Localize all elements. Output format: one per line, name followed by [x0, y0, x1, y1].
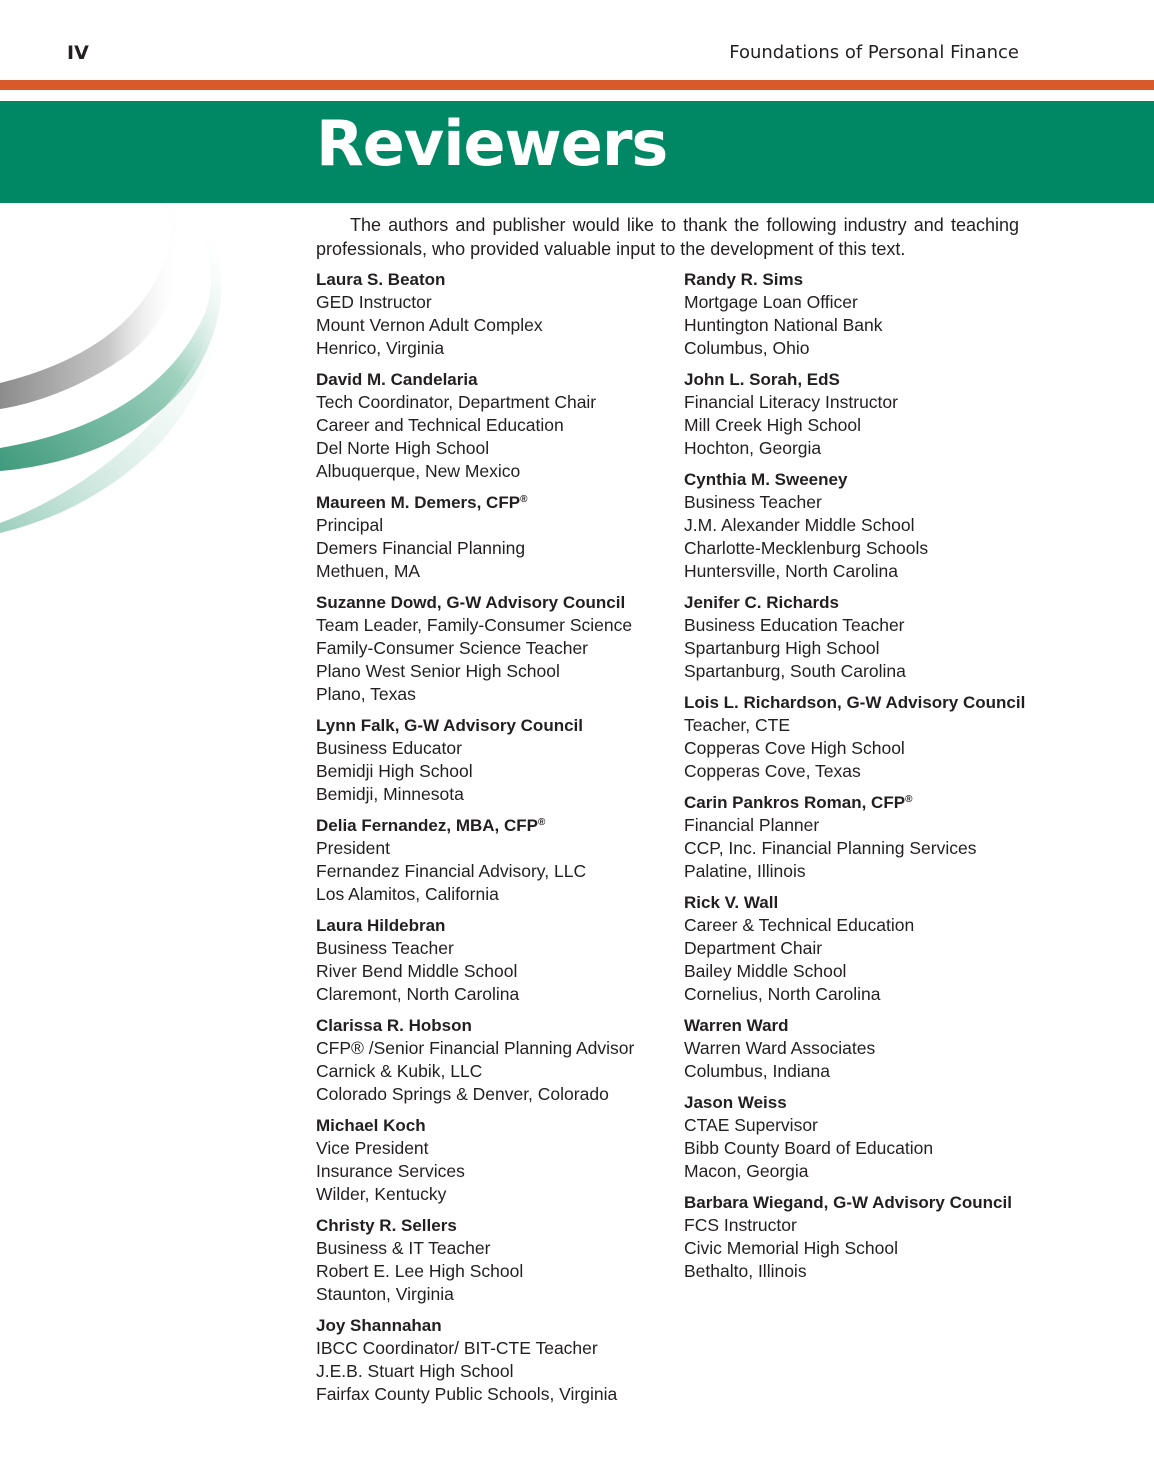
reviewer-name: Warren Ward: [684, 1016, 789, 1035]
reviewer-name: Laura Hildebran: [316, 916, 446, 935]
reviewer-detail-line: Career and Technical Education: [316, 415, 564, 435]
reviewer-detail-line: Career & Technical Education: [684, 915, 915, 935]
reviewer-entry: [684, 268, 1064, 360]
reviewer-entry: [316, 368, 696, 483]
reviewer-detail-line: Colorado Springs & Denver, Colorado: [316, 1084, 609, 1104]
reviewer-entry: [316, 591, 696, 706]
reviewer-name: Clarissa R. Hobson: [316, 1016, 472, 1035]
reviewer-entry: [316, 714, 696, 806]
reviewer-detail-line: Bemidji High School: [316, 761, 473, 781]
reviewer-detail-line: Bemidji, Minnesota: [316, 784, 464, 804]
reviewer-entry: [316, 1114, 696, 1206]
reviewer-name: Lois L. Richardson, G-W Advisory Council: [684, 693, 1026, 712]
reviewer-entry: [684, 891, 1064, 1006]
registered-mark: ®: [520, 494, 528, 505]
reviewer-entry: [684, 591, 1064, 683]
reviewer-detail-line: Carnick & Kubik, LLC: [316, 1061, 483, 1081]
reviewer-name: Maureen M. Demers, CFP®: [316, 493, 528, 512]
intro-paragraph: The authors and publisher would like to thank the following industry and teaching professionals, who provided valuable input to the development of this text.: [316, 215, 1019, 259]
reviewer-detail-line: Robert E. Lee High School: [316, 1261, 524, 1281]
reviewer-detail-line: Copperas Cove, Texas: [684, 761, 861, 781]
registered-mark: ®: [905, 794, 913, 805]
reviewer-detail-line: Mortgage Loan Officer: [684, 292, 858, 312]
reviewer-entry: [316, 914, 696, 1006]
reviewer-detail-line: Warren Ward Associates: [684, 1038, 876, 1058]
reviewer-name: Rick V. Wall: [684, 893, 779, 912]
reviewer-detail-line: CCP, Inc. Financial Planning Services: [684, 838, 977, 858]
reviewer-detail-line: Mount Vernon Adult Complex: [316, 315, 543, 335]
reviewer-name: Joy Shannahan: [316, 1316, 442, 1335]
reviewer-name: Carin Pankros Roman, CFP®: [684, 793, 913, 812]
reviewer-name: Cynthia M. Sweeney: [684, 470, 848, 489]
reviewer-entry: [316, 268, 696, 360]
reviewer-detail-line: Huntersville, North Carolina: [684, 561, 898, 581]
reviewer-name: Barbara Wiegand, G-W Advisory Council: [684, 1193, 1012, 1212]
reviewer-entry: [316, 1014, 696, 1106]
reviewer-detail-line: CFP® /Senior Financial Planning Advisor: [316, 1038, 635, 1058]
reviewer-name: Michael Koch: [316, 1116, 426, 1135]
reviewer-detail-line: CTAE Supervisor: [684, 1115, 818, 1135]
reviewer-name: Lynn Falk, G-W Advisory Council: [316, 716, 583, 735]
reviewer-detail-line: Civic Memorial High School: [684, 1238, 898, 1258]
reviewer-detail-line: Staunton, Virginia: [316, 1284, 454, 1304]
reviewer-detail-line: Plano, Texas: [316, 684, 416, 704]
reviewer-entry: [316, 814, 696, 906]
reviewer-entry: [316, 1214, 696, 1306]
reviewer-detail-line: Henrico, Virginia: [316, 338, 445, 358]
reviewer-name: Laura S. Beaton: [316, 270, 446, 289]
reviewer-name: Christy R. Sellers: [316, 1216, 457, 1235]
reviewer-detail-line: Teacher, CTE: [684, 715, 791, 735]
reviewer-detail-line: Business Teacher: [684, 492, 822, 512]
reviewer-entry: [316, 1314, 696, 1406]
reviewer-detail-line: Del Norte High School: [316, 438, 490, 458]
reviewer-entry: [684, 468, 1064, 583]
reviewer-detail-line: IBCC Coordinator/ BIT-CTE Teacher: [316, 1338, 598, 1358]
reviewer-detail-line: Bethalto, Illinois: [684, 1261, 807, 1281]
reviewer-detail-line: Family-Consumer Science Teacher: [316, 638, 589, 658]
reviewer-detail-line: River Bend Middle School: [316, 961, 518, 981]
reviewer-entry: [316, 491, 696, 583]
reviewer-detail-line: Department Chair: [684, 938, 823, 958]
decorative-swoosh: [0, 203, 230, 543]
running-header: Foundations of Personal Finance: [729, 42, 1019, 63]
page-number: IV: [67, 42, 89, 64]
reviewer-detail-line: Copperas Cove High School: [684, 738, 905, 758]
reviewer-detail-line: Albuquerque, New Mexico: [316, 461, 521, 481]
orange-rule: [0, 80, 1154, 90]
reviewer-entry: [684, 1091, 1064, 1183]
reviewer-entry: [684, 1191, 1064, 1283]
reviewer-name: Jason Weiss: [684, 1093, 787, 1112]
reviewer-detail-line: Fernandez Financial Advisory, LLC: [316, 861, 587, 881]
reviewer-detail-line: Wilder, Kentucky: [316, 1184, 447, 1204]
reviewer-detail-line: Palatine, Illinois: [684, 861, 806, 881]
page-title: Reviewers: [316, 107, 668, 180]
reviewer-name: Suzanne Dowd, G-W Advisory Council: [316, 593, 626, 612]
reviewer-name: David M. Candelaria: [316, 370, 478, 389]
reviewer-detail-line: Spartanburg, South Carolina: [684, 661, 906, 681]
reviewer-detail-line: Financial Planner: [684, 815, 820, 835]
reviewer-detail-line: Fairfax County Public Schools, Virginia: [316, 1384, 618, 1404]
reviewer-detail-line: Business Educator: [316, 738, 462, 758]
reviewer-detail-line: Columbus, Indiana: [684, 1061, 830, 1081]
reviewer-detail-line: Bibb County Board of Education: [684, 1138, 934, 1158]
reviewer-entry: [684, 791, 1064, 883]
reviewer-detail-line: Team Leader, Family-Consumer Science: [316, 615, 633, 635]
reviewer-entry: [684, 368, 1064, 460]
reviewer-detail-line: GED Instructor: [316, 292, 432, 312]
reviewer-detail-line: Tech Coordinator, Department Chair: [316, 392, 597, 412]
reviewer-detail-line: Plano West Senior High School: [316, 661, 560, 681]
reviewer-name: Jenifer C. Richards: [684, 593, 839, 612]
reviewer-detail-line: J.E.B. Stuart High School: [316, 1361, 514, 1381]
reviewer-detail-line: Spartanburg High School: [684, 638, 880, 658]
reviewer-detail-line: Demers Financial Planning: [316, 538, 526, 558]
reviewer-detail-line: Business & IT Teacher: [316, 1238, 491, 1258]
reviewer-name: Delia Fernandez, MBA, CFP®: [316, 816, 546, 835]
reviewer-detail-line: Macon, Georgia: [684, 1161, 809, 1181]
reviewer-detail-line: Methuen, MA: [316, 561, 421, 581]
reviewer-detail-line: Bailey Middle School: [684, 961, 847, 981]
reviewer-detail-line: FCS Instructor: [684, 1215, 797, 1235]
reviewer-detail-line: Huntington National Bank: [684, 315, 883, 335]
reviewer-name: Randy R. Sims: [684, 270, 804, 289]
reviewer-detail-line: Hochton, Georgia: [684, 438, 822, 458]
reviewer-detail-line: Vice President: [316, 1138, 429, 1158]
reviewer-entry: [684, 1014, 1064, 1083]
reviewers-right-column: [684, 268, 1064, 1291]
reviewer-detail-line: Financial Literacy Instructor: [684, 392, 898, 412]
reviewer-detail-line: Insurance Services: [316, 1161, 465, 1181]
reviewers-left-column: [316, 268, 696, 1414]
reviewer-detail-line: J.M. Alexander Middle School: [684, 515, 915, 535]
reviewer-detail-line: Claremont, North Carolina: [316, 984, 520, 1004]
reviewer-detail-line: Business Education Teacher: [684, 615, 905, 635]
reviewer-detail-line: Cornelius, North Carolina: [684, 984, 881, 1004]
reviewer-entry: [684, 691, 1064, 783]
reviewer-detail-line: Mill Creek High School: [684, 415, 862, 435]
reviewer-detail-line: Columbus, Ohio: [684, 338, 810, 358]
reviewer-name: John L. Sorah, EdS: [684, 370, 840, 389]
reviewer-detail-line: Charlotte-Mecklenburg Schools: [684, 538, 929, 558]
reviewer-detail-line: President: [316, 838, 390, 858]
registered-mark: ®: [537, 817, 546, 828]
reviewer-detail-line: Business Teacher: [316, 938, 454, 958]
reviewer-detail-line: Principal: [316, 515, 384, 535]
reviewer-detail-line: Los Alamitos, California: [316, 884, 499, 904]
